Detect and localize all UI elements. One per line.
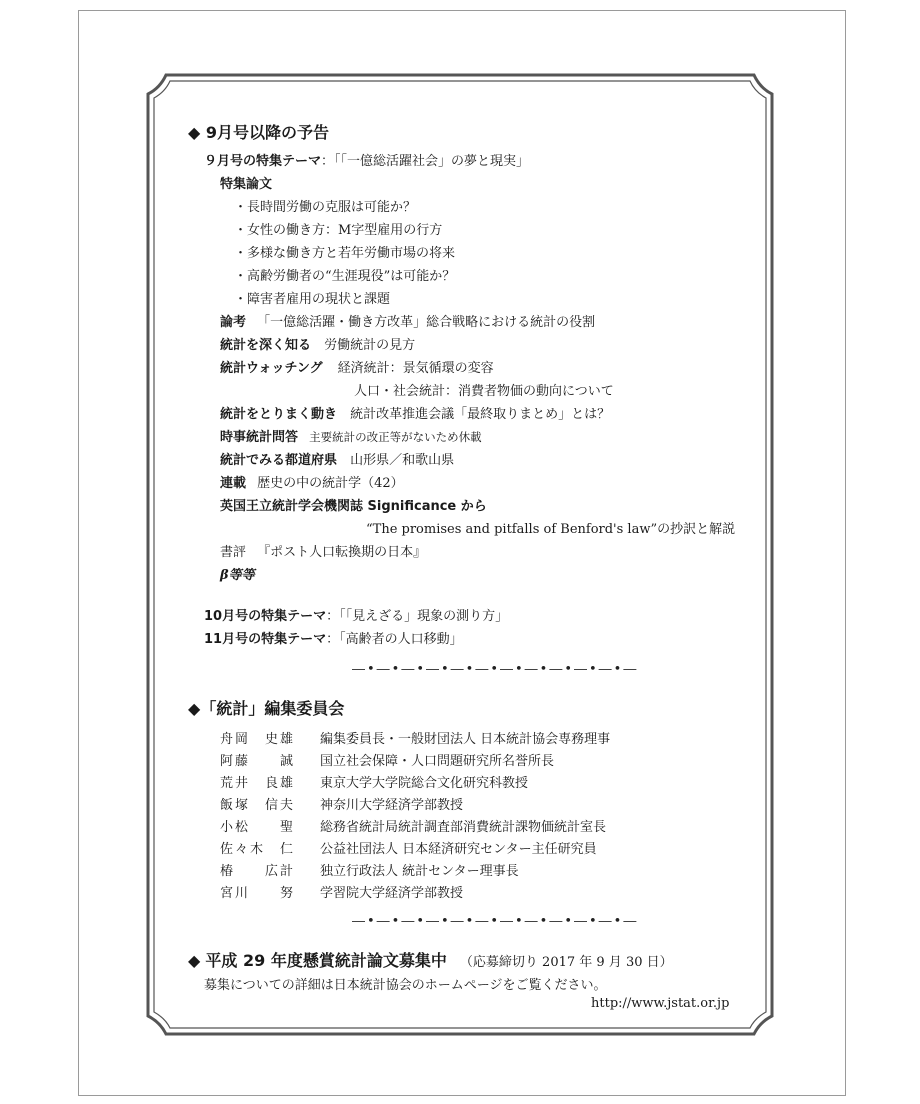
shohyo-label: 書評 <box>220 545 247 560</box>
jiji-line <box>220 426 482 445</box>
member-name: 宮川 努 <box>220 886 296 901</box>
member-name: 荒井 良雄 <box>220 776 296 791</box>
preview-heading-text: 9月号以降の予告 <box>205 123 330 142</box>
jiji-text: 主要統計の改正等がないため休載 <box>309 430 482 444</box>
article-item: ・女性の働き方：M字型雇用の行方 <box>234 223 443 238</box>
sept-theme-line <box>204 150 529 169</box>
committee-heading <box>188 696 344 719</box>
committee-member <box>220 882 463 901</box>
member-name: 阿藤 誠 <box>220 754 296 769</box>
member-title: 公益社団法人 日本経済研究センター主任研究員 <box>320 842 597 857</box>
watching-text-2: 人口・社会統計：消費者物価の動向について <box>354 384 614 399</box>
todofuken-label: 統計でみる都道府県 <box>220 453 338 468</box>
contest-detail: 募集についての詳細は日本統計協会のホームページをご覧ください。 <box>204 978 607 993</box>
ronko-text: 「一億総活躍・働き方改革」総合戦略における統計の役割 <box>257 315 596 330</box>
article-item: ・長時間労働の克服は可能か？ <box>234 200 417 215</box>
contest-deadline: （応募締切り 2017 年 9 月 30 日） <box>459 955 673 970</box>
nov-theme-text: ：「高齢者の人口移動」 <box>326 632 463 647</box>
nov-theme-line <box>204 628 463 647</box>
rensai-line <box>220 472 404 491</box>
committee-member <box>220 772 528 791</box>
shohyo-line <box>220 541 426 560</box>
jiji-label: 時事統計問答 <box>220 430 299 445</box>
article-item: ・障害者雇用の現状と課題 <box>234 292 391 307</box>
member-name: 舟岡 史雄 <box>220 732 296 747</box>
watching-text-1: 経済統計：景気循環の変容 <box>337 361 494 376</box>
todofuken-line <box>220 449 454 468</box>
member-name: 椿 広計 <box>220 864 296 879</box>
contest-heading-line <box>188 948 673 971</box>
committee-member <box>220 860 519 879</box>
member-title: 神奈川大学経済学部教授 <box>320 798 464 813</box>
fukaku-label: 統計を深く知る <box>220 338 312 353</box>
torimaku-text: 統計改革推進会議「最終取りまとめ」とは？ <box>350 407 611 422</box>
website-link[interactable]: http://www.jstat.or.jp <box>591 996 730 1011</box>
shohyo-text: 『ポスト人口転換期の日本』 <box>257 545 427 560</box>
member-title: 総務省統計局統計調査部消費統計課物価統計室長 <box>320 820 607 835</box>
oct-theme-label: 10月号の特集テーマ <box>204 609 327 624</box>
watching-label: 統計ウォッチング <box>220 361 323 376</box>
fukaku-text: 労働統計の見方 <box>324 338 416 353</box>
contest-heading: 平成 29 年度懸賞統計論文募集中 <box>205 951 447 970</box>
rensai-label: 連載 <box>220 476 247 491</box>
article-item: ・高齢労働者の“生涯現役”は可能か？ <box>234 269 456 284</box>
articles-label: 特集論文 <box>220 177 273 192</box>
member-name: 佐々木 仁 <box>220 842 296 857</box>
oct-theme-line <box>204 605 508 624</box>
rss-label: 英国王立統計学会機関誌 Significance から <box>220 499 487 514</box>
member-title: 学習院大学経済学部教授 <box>320 886 464 901</box>
committee-member <box>220 816 606 835</box>
diamond-bullet-icon: ◆ <box>188 699 201 718</box>
ronko-line <box>220 311 595 330</box>
todofuken-text: 山形県／和歌山県 <box>350 453 455 468</box>
rss-text: “The promises and pitfalls of Benford's law”の抄訳と解説 <box>366 522 736 537</box>
committee-member <box>220 838 597 857</box>
ronko-label: 論考 <box>220 315 247 330</box>
sept-theme-text: ：「「一億総活躍社会」の夢と現実」 <box>321 154 530 169</box>
member-name: 飯塚 信夫 <box>220 798 296 813</box>
separator-1: ―•―•―•―•―•―•―•―•―•―•―•― <box>352 662 639 677</box>
nov-theme-label: 11月号の特集テーマ <box>204 632 327 647</box>
fukaku-line <box>220 334 415 353</box>
member-title: 国立社会保障・人口問題研究所名誉所長 <box>320 754 555 769</box>
member-name: 小松 聖 <box>220 820 296 835</box>
committee-member <box>220 728 610 747</box>
diamond-bullet-icon: ◆ <box>188 123 201 142</box>
member-title: 東京大学大学院総合文化研究科教授 <box>320 776 529 791</box>
etc-text: β等等 <box>220 568 255 583</box>
committee-member <box>220 794 463 813</box>
watching-line <box>220 357 494 376</box>
member-title: 編集委員長・一般財団法人 日本統計協会専務理事 <box>320 732 611 747</box>
committee-heading-text: 「統計」編集委員会 <box>200 699 345 718</box>
article-item: ・多様な働き方と若年労働市場の将来 <box>234 246 456 261</box>
diamond-bullet-icon: ◆ <box>188 951 201 970</box>
torimaku-label: 統計をとりまく動き <box>220 407 338 422</box>
preview-heading <box>188 120 329 143</box>
separator-2: ―•―•―•―•―•―•―•―•―•―•―•― <box>352 914 639 929</box>
committee-member <box>220 750 554 769</box>
torimaku-line <box>220 403 610 422</box>
member-title: 独立行政法人 統計センター理事長 <box>320 864 519 879</box>
rensai-text: 歴史の中の統計学（42） <box>257 476 404 491</box>
sept-theme-label: ９月号の特集テーマ <box>204 154 322 169</box>
oct-theme-text: ：「「見えざる」現象の測り方」 <box>326 609 509 624</box>
